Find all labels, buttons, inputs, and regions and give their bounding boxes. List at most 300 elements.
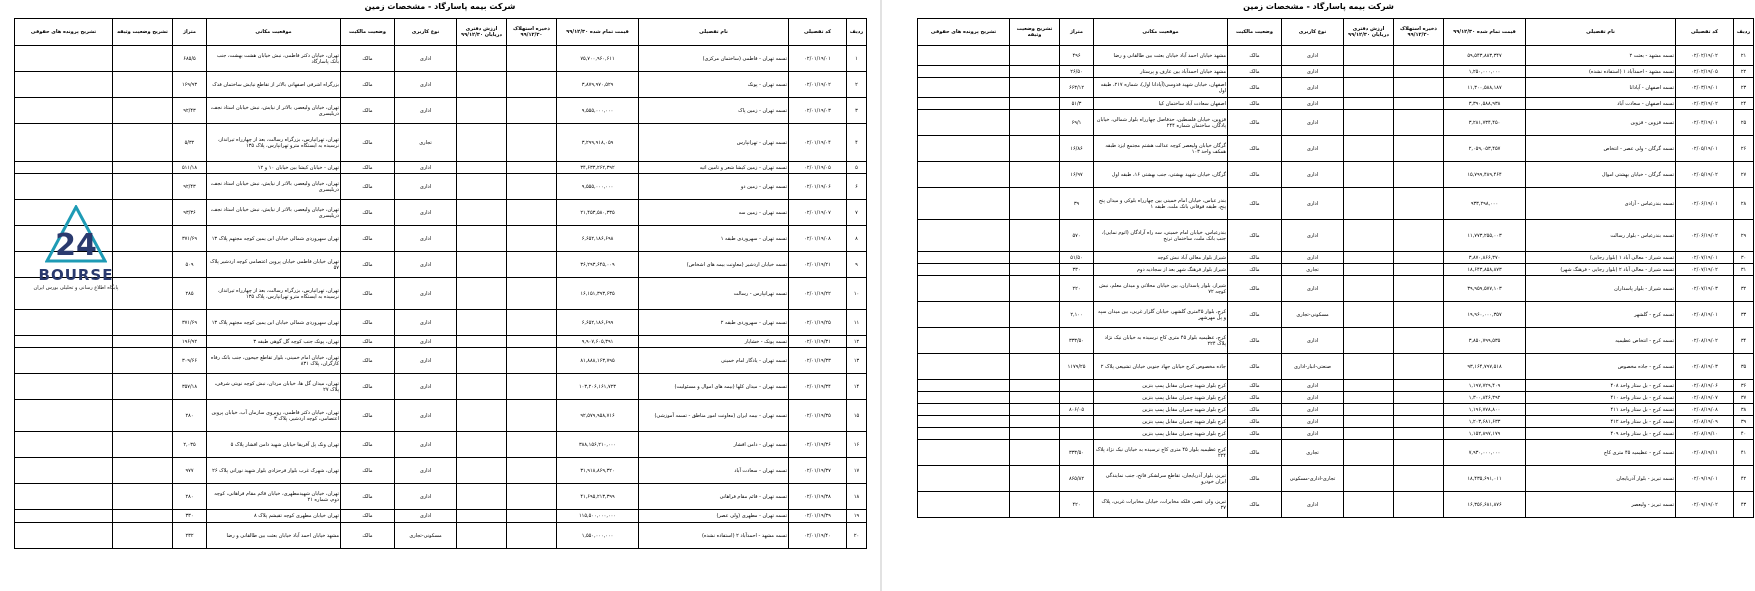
cell-location: تهران ونک پل آفریقا خیابان شهید دامن افشار پلاک ۵: [207, 432, 341, 458]
table-row: [918, 302, 1754, 328]
table-row: [15, 432, 867, 458]
cell-area: ۱۶/۸۶: [1060, 136, 1094, 162]
cell-name: تسمه تهران - زمین کیشا شعر و تامین اثیه: [639, 162, 789, 174]
cell-book-value: [457, 174, 507, 200]
logo-subtitle: پایگاه اطلاع رسانی و تحلیلی بورس ایران: [33, 285, 119, 291]
table-row: [918, 188, 1754, 220]
cell-row-number: ۳: [847, 98, 867, 124]
cell-row-number: ۲: [847, 72, 867, 98]
cell-code: ۰۲/۰۸/۱۹/۰۶: [1676, 380, 1734, 392]
table-row: [15, 510, 867, 523]
cell-cost: ۷۵,۷۰۰,۹۶۰,۶۱۱: [557, 46, 639, 72]
table-row: [15, 336, 867, 348]
cell-cost: ۱,۲۵۰,۰۰۰,۰۰۰: [1444, 66, 1526, 78]
cell-ownership: مالک: [341, 523, 395, 549]
cell-book-value: [1344, 354, 1394, 380]
cell-collateral: [1010, 492, 1060, 518]
cell-name: تسمه پونک - خشایار: [639, 336, 789, 348]
cell-code: ۰۲/۰۶/۱۹/۰۱: [1676, 188, 1734, 220]
cell-legal: [918, 354, 1010, 380]
cell-book-value: [1344, 78, 1394, 98]
cell-depreciation: [1394, 328, 1444, 354]
cell-collateral: [1010, 252, 1060, 264]
cell-book-value: [457, 432, 507, 458]
bourse-logo-icon: [45, 205, 107, 265]
cell-collateral: [113, 98, 173, 124]
cell-cost: ۱۱,۷۷۳,۲۵۵,۰۰۳: [1444, 220, 1526, 252]
cell-book-value: [457, 278, 507, 310]
cell-ownership: مالک: [341, 310, 395, 336]
cell-depreciation: [507, 432, 557, 458]
column-header-depreciation: ذخیره استهلاک ۹۹/۱۲/۳۰: [507, 19, 557, 46]
cell-ownership: مالک: [341, 336, 395, 348]
cell-depreciation: [1394, 252, 1444, 264]
cell-cost: ۱۰۳,۲۰۶,۱۶۱,۷۲۳: [557, 374, 639, 400]
cell-name: تسمه تهران - زمین دو: [639, 174, 789, 200]
cell-code: ۰۲/۰۱/۱۹/۳۷: [789, 458, 847, 484]
cell-location: کرج بلوار شهید چمران مقابل پمپ بنزین: [1094, 380, 1228, 392]
cell-depreciation: [507, 510, 557, 523]
cell-ownership: مالک: [1228, 162, 1282, 188]
cell-ownership: مالک: [1228, 302, 1282, 328]
cell-usage: اداری: [1282, 78, 1344, 98]
cell-usage: تجاری-اداری-مسکونی: [1282, 466, 1344, 492]
cell-legal: [15, 98, 113, 124]
cell-location: بزرگراه اشرفی اصفهانی بالاتر از تقاطع نیایش ساختمان فدک: [207, 72, 341, 98]
cell-book-value: [1344, 276, 1394, 302]
cell-row-number: ۳۹: [1734, 416, 1754, 428]
cell-area: ۳۷۱/۶۹: [173, 310, 207, 336]
column-header-collateral: تشریح وضعیت وثیقه: [1010, 19, 1060, 46]
table-row: [918, 492, 1754, 518]
cell-code: ۰۲/۰۱/۱۹/۰۲: [789, 72, 847, 98]
cell-area: ۶۶۳/۱۲: [1060, 78, 1094, 98]
cell-location: تهران خیابان فاطمی خیابان پروین اعتصامی کوچه اردشیر پلاک ۵۷: [207, 252, 341, 278]
cell-cost: ۱,۱۵۲,۸۹۷,۱۷۹: [1444, 428, 1526, 440]
cell-code: ۰۲/۰۱/۱۹/۲۵: [789, 310, 847, 336]
cell-code: ۰۲/۰۳/۱۹/۰۲: [1676, 98, 1734, 110]
cell-legal: [15, 174, 113, 200]
cell-usage: اداری: [395, 200, 457, 226]
cell-book-value: [457, 348, 507, 374]
cell-row-number: ۲۸: [1734, 188, 1754, 220]
cell-usage: اداری: [1282, 136, 1344, 162]
land-table-right: [917, 18, 1754, 518]
cell-row-number: ۱۱: [847, 310, 867, 336]
cell-legal: [15, 46, 113, 72]
cell-book-value: [1344, 264, 1394, 276]
cell-name: تسمه تهران - فاطمی (ساختمان مرکزی): [639, 46, 789, 72]
cell-legal: [918, 136, 1010, 162]
cell-collateral: [113, 162, 173, 174]
cell-collateral: [113, 523, 173, 549]
cell-area: ۲۶/۵۰: [1060, 66, 1094, 78]
cell-name: تسمه کرج - عظیمیه ۴۵ متری کاج: [1526, 440, 1676, 466]
column-header-legal: تشریح پرونده های حقوقی: [15, 19, 113, 46]
cell-cost: ۶,۶۵۲,۱۸۶,۶۹۹: [557, 310, 639, 336]
cell-code: ۰۲/۰۱/۱۹/۳۵: [789, 400, 847, 432]
cell-row-number: ۲۷: [1734, 162, 1754, 188]
table-row: [918, 392, 1754, 404]
cell-name: تسمه تبریز - ولیعصر: [1526, 492, 1676, 518]
cell-usage: مسکونی-تجاری: [395, 523, 457, 549]
cell-legal: [918, 264, 1010, 276]
cell-location: تهران، خیابان شهیدمطهری، خیابان قائم مقام فراهانی، کوچه دوم، شماره ۲۱: [207, 484, 341, 510]
cell-name: تسمه قزوین - قزوین: [1526, 110, 1676, 136]
table-row: [918, 440, 1754, 466]
cell-name: تسمه تهران - تهرانپارس: [639, 124, 789, 162]
cell-ownership: مالک: [1228, 46, 1282, 66]
cell-row-number: ۳۱: [1734, 264, 1754, 276]
cell-legal: [15, 432, 113, 458]
cell-book-value: [1344, 466, 1394, 492]
cell-collateral: [1010, 276, 1060, 302]
cell-row-number: ۳۷: [1734, 392, 1754, 404]
cell-area: [1060, 416, 1094, 428]
cell-usage: اداری: [1282, 188, 1344, 220]
cell-name: تسمه تهران - سهروردی طبقه ۲: [639, 310, 789, 336]
cell-ownership: مالک: [1228, 136, 1282, 162]
cell-depreciation: [1394, 46, 1444, 66]
cell-name: تسمه شیراز - بلوار پاسداران: [1526, 276, 1676, 302]
cell-depreciation: [507, 72, 557, 98]
cell-area: ۳۳۳/۵۰: [1060, 328, 1094, 354]
cell-cost: ۳۴,۶۳۳,۲۶۲,۳۹۲: [557, 162, 639, 174]
land-table-left: [14, 18, 867, 549]
cell-usage: تجاری: [395, 124, 457, 162]
cell-name: تسمه شیراز - معالی آباد ۲ (بلوار رجایی - فرهنگ شهر): [1526, 264, 1676, 276]
cell-cost: ۹,۵۵۵,۰۰۰,۰۰۰: [557, 174, 639, 200]
cell-collateral: [113, 458, 173, 484]
cell-legal: [918, 416, 1010, 428]
cell-collateral: [113, 374, 173, 400]
cell-ownership: مالک: [1228, 416, 1282, 428]
cell-code: ۰۲/۰۸/۱۹/۰۳: [1676, 354, 1734, 380]
table-row: [918, 46, 1754, 66]
table-row: [918, 98, 1754, 110]
cell-cost: ۹,۹۰۷,۶۰۵,۳۹۱: [557, 336, 639, 348]
table-row: [15, 252, 867, 278]
cell-legal: [918, 188, 1010, 220]
cell-usage: صنعتی-انبار-اداری: [1282, 354, 1344, 380]
cell-book-value: [1344, 440, 1394, 466]
cell-book-value: [1344, 416, 1394, 428]
cell-collateral: [1010, 380, 1060, 392]
cell-area: ۳۹: [1060, 188, 1094, 220]
cell-legal: [918, 162, 1010, 188]
cell-ownership: مالک: [341, 226, 395, 252]
cell-ownership: مالک: [1228, 328, 1282, 354]
cell-name: تسمه گرگان - ولی عصر - انتخاص: [1526, 136, 1676, 162]
cell-row-number: ۳۵: [1734, 354, 1754, 380]
cell-ownership: مالک: [341, 46, 395, 72]
cell-cost: ۳,۸۷۰,۸۶۶,۳۷۰: [1444, 252, 1526, 264]
cell-book-value: [457, 46, 507, 72]
cell-depreciation: [1394, 416, 1444, 428]
cell-location: تهران، خیابان دکتر فاطمی، روبروی سازمان آب، خیابان پروین اعتصامی، کوچه اردشیر، پلاک ۳: [207, 400, 341, 432]
cell-cost: ۱۶,۱۵۱,۳۹۳,۶۳۵: [557, 278, 639, 310]
cell-area: ۹۳/۳۶: [173, 200, 207, 226]
cell-usage: اداری: [1282, 220, 1344, 252]
cell-area: ۲,۱۰۰: [1060, 302, 1094, 328]
cell-code: ۰۲/۰۹/۱۹/۰۲: [1676, 492, 1734, 518]
cell-collateral: [113, 310, 173, 336]
cell-depreciation: [1394, 428, 1444, 440]
cell-row-number: ۲۱: [1734, 46, 1754, 66]
cell-book-value: [457, 124, 507, 162]
cell-cost: ۱۶,۳۵۶,۶۸۱,۸۷۶: [1444, 492, 1526, 518]
cell-usage: تجاری: [1282, 264, 1344, 276]
cell-depreciation: [507, 348, 557, 374]
cell-code: ۰۲/۰۱/۱۹/۲۱: [789, 252, 847, 278]
cell-area: ۵۰۹: [173, 252, 207, 278]
cell-ownership: مالک: [1228, 276, 1282, 302]
cell-row-number: ۳۲: [1734, 276, 1754, 302]
cell-book-value: [1344, 110, 1394, 136]
cell-ownership: مالک: [1228, 98, 1282, 110]
cell-area: ۱۱۷۹/۲۵: [1060, 354, 1094, 380]
cell-cost: ۱,۱۹۷,۷۲۹,۴۰۹: [1444, 380, 1526, 392]
cell-name: تسمه مشهد - احمدآباد ۲ (استفاده نشده): [639, 523, 789, 549]
cell-depreciation: [1394, 264, 1444, 276]
cell-depreciation: [1394, 98, 1444, 110]
cell-code: ۰۲/۰۲/۱۹/۰۲: [1676, 46, 1734, 66]
cell-row-number: ۲۹: [1734, 220, 1754, 252]
cell-ownership: مالک: [341, 458, 395, 484]
table-row: [918, 416, 1754, 428]
table-row: [918, 354, 1754, 380]
cell-cost: ۳,۳۹۰,۵۸۸,۹۳۸: [1444, 98, 1526, 110]
cell-legal: [918, 276, 1010, 302]
page-title-right: شرکت بیمه پاسارگاد - مشخصات زمین: [1243, 2, 1394, 11]
cell-row-number: ۱۹: [847, 510, 867, 523]
cell-cost: ۲,۰۵۹,۰۵۳,۴۵۷: [1444, 136, 1526, 162]
cell-code: ۰۲/۰۳/۱۹/۰۱: [1676, 78, 1734, 98]
cell-code: ۰۲/۰۱/۱۹/۳۳: [789, 348, 847, 374]
cell-book-value: [457, 200, 507, 226]
cell-name: تسمه تهران - دامن افشار: [639, 432, 789, 458]
cell-location: تهران - خیابان کیشا بین خیابان ۱۰ و ۱۲: [207, 162, 341, 174]
cell-usage: اداری: [1282, 162, 1344, 188]
cell-name: تسمه تهران - میدان کلها (بیمه های اموال و مسئولیت): [639, 374, 789, 400]
column-header-location: موقعیت مکانی: [207, 19, 341, 46]
cell-name: تسمه تهران - قائم مقام فراهانی: [639, 484, 789, 510]
cell-usage: اداری: [395, 72, 457, 98]
cell-ownership: مالک: [1228, 264, 1282, 276]
cell-row-number: ۱۸: [847, 484, 867, 510]
cell-location: اصفهان سعادت آباد ساختمان کیا: [1094, 98, 1228, 110]
cell-depreciation: [507, 226, 557, 252]
cell-usage: اداری: [1282, 428, 1344, 440]
cell-cost: ۱۸,۶۴۳,۸۵۸,۸۷۳: [1444, 264, 1526, 276]
column-header-area: متراژ: [1060, 19, 1094, 46]
column-header-book-value: ارزش دفتری دریایان ۹۹/۱۲/۳۰: [1344, 19, 1394, 46]
cell-legal: [15, 72, 113, 98]
cell-area: ۵/۳۲: [173, 124, 207, 162]
cell-legal: [918, 46, 1010, 66]
table-row: [918, 428, 1754, 440]
cell-code: ۰۲/۰۸/۱۹/۰۱: [1676, 302, 1734, 328]
cell-depreciation: [507, 310, 557, 336]
cell-collateral: [113, 484, 173, 510]
cell-row-number: ۱۷: [847, 458, 867, 484]
table-row: [15, 174, 867, 200]
cell-cost: ۵۹,۵۴۳,۸۸۳,۳۴۷: [1444, 46, 1526, 66]
cell-code: ۰۲/۰۱/۱۹/۰۱: [789, 46, 847, 72]
cell-cost: ۷,۹۳۰,۰۰۰,۰۰۰: [1444, 440, 1526, 466]
cell-area: ۳۰۹/۶۶: [173, 348, 207, 374]
cell-row-number: ۴۲: [1734, 466, 1754, 492]
page-right: [882, 0, 1755, 591]
cell-area: ۶۸۵/۵: [173, 46, 207, 72]
table-row: [15, 400, 867, 432]
cell-ownership: مالک: [341, 278, 395, 310]
cell-collateral: [1010, 392, 1060, 404]
cell-area: ۳۷۱/۶۹: [173, 226, 207, 252]
cell-ownership: مالک: [341, 124, 395, 162]
cell-usage: اداری: [1282, 66, 1344, 78]
table-row: [15, 348, 867, 374]
cell-area: ۱۹۶/۹۲: [173, 336, 207, 348]
cell-cost: ۱,۳۰۰,۸۴۶,۳۹۲: [1444, 392, 1526, 404]
cell-row-number: ۱: [847, 46, 867, 72]
cell-book-value: [457, 162, 507, 174]
cell-name: تسمه تهران - سهروردی طبقه ۱: [639, 226, 789, 252]
cell-usage: اداری: [395, 46, 457, 72]
cell-depreciation: [1394, 162, 1444, 188]
cell-collateral: [1010, 110, 1060, 136]
cell-collateral: [1010, 328, 1060, 354]
cell-code: ۰۲/۰۱/۱۹/۳۸: [789, 484, 847, 510]
cell-usage: اداری: [1282, 110, 1344, 136]
cell-usage: اداری: [1282, 252, 1344, 264]
cell-code: ۰۲/۰۱/۱۹/۰۸: [789, 226, 847, 252]
cell-depreciation: [1394, 302, 1444, 328]
column-header-book-value: ارزش دفتری دریایان ۹۹/۱۲/۳۰: [457, 19, 507, 46]
cell-ownership: مالک: [1228, 252, 1282, 264]
cell-row-number: ۵: [847, 162, 867, 174]
cell-code: ۰۲/۰۱/۱۹/۴۰: [789, 523, 847, 549]
cell-row-number: ۱۶: [847, 432, 867, 458]
table-header-row: [918, 19, 1754, 46]
cell-row-number: ۱۴: [847, 374, 867, 400]
cell-location: بندرعباس، خیابان امام خمینی، سه راه آرادگان (اتوم نمایی)، جنب بانک ملت، ساختمان ترنج: [1094, 220, 1228, 252]
cell-location: کرج بلوار شهید چمران مقابل پمپ بنزین: [1094, 416, 1228, 428]
cell-location: گرگان، خیابان شهید بهشتی، جنب بهشتی ۱۶، طبقه اول: [1094, 162, 1228, 188]
cell-area: ۳۳۰: [173, 510, 207, 523]
cell-legal: [15, 374, 113, 400]
cell-legal: [918, 492, 1010, 518]
column-header-row-number: ردیف: [847, 19, 867, 46]
cell-row-number: ۳۸: [1734, 404, 1754, 416]
cell-area: [1060, 380, 1094, 392]
table-row: [918, 162, 1754, 188]
cell-usage: تجاری: [1282, 440, 1344, 466]
cell-cost: ۲۱,۴۵۳,۵۸۰,۳۳۵: [557, 200, 639, 226]
cell-cost: ۹۲,۵۷۹,۹۵۸,۷۱۶: [557, 400, 639, 432]
cell-cost: ۳۸۸,۱۵۶,۲۱۰,۰۰۰: [557, 432, 639, 458]
cell-collateral: [113, 174, 173, 200]
cell-book-value: [1344, 380, 1394, 392]
cell-ownership: مالک: [1228, 392, 1282, 404]
cell-name: تسمه گرگان - خیابان بهشتی اموال: [1526, 162, 1676, 188]
cell-ownership: مالک: [341, 510, 395, 523]
cell-cost: ۱,۲۰۳,۶۸۱,۶۳۳: [1444, 416, 1526, 428]
cell-book-value: [457, 510, 507, 523]
column-header-row-number: ردیف: [1734, 19, 1754, 46]
cell-area: ۵۱۱/۱۸: [173, 162, 207, 174]
cell-book-value: [1344, 220, 1394, 252]
cell-row-number: ۲۳: [1734, 78, 1754, 98]
table-row: [15, 374, 867, 400]
cell-location: تهران خیابان مطهری کوچه تقیشم پلاک ۸: [207, 510, 341, 523]
cell-ownership: مالک: [1228, 66, 1282, 78]
cell-area: [1060, 428, 1094, 440]
cell-row-number: ۲۲: [1734, 66, 1754, 78]
cell-book-value: [1344, 404, 1394, 416]
column-header-usage: نوع کاربری: [1282, 19, 1344, 46]
cell-collateral: [1010, 416, 1060, 428]
cell-collateral: [1010, 46, 1060, 66]
cell-usage: اداری: [395, 400, 457, 432]
column-header-name: نام تفصیلی: [639, 19, 789, 46]
cell-location: گرگان خیابان ولیعصر کوچه عدالت هشتم مجتمع ایزد طبقه همکف واحد ۱۰۳: [1094, 136, 1228, 162]
cell-row-number: ۷: [847, 200, 867, 226]
cell-ownership: مالک: [341, 98, 395, 124]
cell-legal: [918, 440, 1010, 466]
cell-location: مشهد خیابان احمد آباد خیابان بعثت بین طالقانی و رضا: [207, 523, 341, 549]
cell-book-value: [457, 400, 507, 432]
cell-location: بندر عباس، خیابان امام خمینی بین چهارراه بلوکی و میدان پنج پنج، طبقه فوقانی بانک ملت، طبقه ۱: [1094, 188, 1228, 220]
cell-cost: ۶,۶۵۲,۱۸۶,۶۹۸: [557, 226, 639, 252]
cell-collateral: [113, 46, 173, 72]
cell-code: ۰۲/۰۱/۱۹/۰۶: [789, 174, 847, 200]
cell-book-value: [457, 374, 507, 400]
cell-legal: [918, 302, 1010, 328]
column-header-location: موقعیت مکانی: [1094, 19, 1228, 46]
cell-name: تسمه تهرانپارس - رسالت: [639, 278, 789, 310]
cell-usage: اداری: [1282, 380, 1344, 392]
cell-legal: [15, 523, 113, 549]
cell-area: ۲۸۰: [173, 400, 207, 432]
cell-cost: ۳,۸۵۰,۷۹۹,۵۳۵: [1444, 328, 1526, 354]
cell-usage: اداری: [395, 348, 457, 374]
cell-depreciation: [507, 523, 557, 549]
cell-legal: [15, 348, 113, 374]
cell-location: تبریز، بلوار آذربایجان، تقاطع سرلشکر فاتح، جنب نمایندگی ایران خودرو: [1094, 466, 1228, 492]
cell-name: تسمه خیابان اردشیر (معاونت بیمه های اشخاص): [639, 252, 789, 278]
table-row: [918, 252, 1754, 264]
cell-book-value: [1344, 252, 1394, 264]
table-row: [918, 380, 1754, 392]
cell-location: جاده مخصوص کرج خیابان جهاد جنوبی خیابان تشییعی پلاک ۲: [1094, 354, 1228, 380]
cell-cost: ۹,۵۵۵,۰۰۰,۰۰۰: [557, 98, 639, 124]
cell-collateral: [1010, 466, 1060, 492]
cell-collateral: [1010, 428, 1060, 440]
cell-location: کرج عظیمیه بلوار ۴۵ متری کاج نرسیده به خیابان نیک نژاد پلاک ۲۲۴: [1094, 440, 1228, 466]
cell-name: تسمه تهران - یادگار امام خمینی: [639, 348, 789, 374]
cell-usage: اداری: [395, 432, 457, 458]
column-header-cost: قیمت تمام شده ۹۹/۱۲/۳۰: [1444, 19, 1526, 46]
cell-cost: ۸۱,۸۸۸,۱۶۳,۷۹۵: [557, 348, 639, 374]
cell-depreciation: [1394, 492, 1444, 518]
cell-legal: [918, 98, 1010, 110]
cell-area: ۲,۰۳۵: [173, 432, 207, 458]
cell-cost: ۱۱۵,۵۰۰,۰۰۰,۰۰۰: [557, 510, 639, 523]
cell-code: ۰۲/۰۱/۱۹/۰۵: [789, 162, 847, 174]
cell-legal: [15, 458, 113, 484]
cell-depreciation: [1394, 136, 1444, 162]
